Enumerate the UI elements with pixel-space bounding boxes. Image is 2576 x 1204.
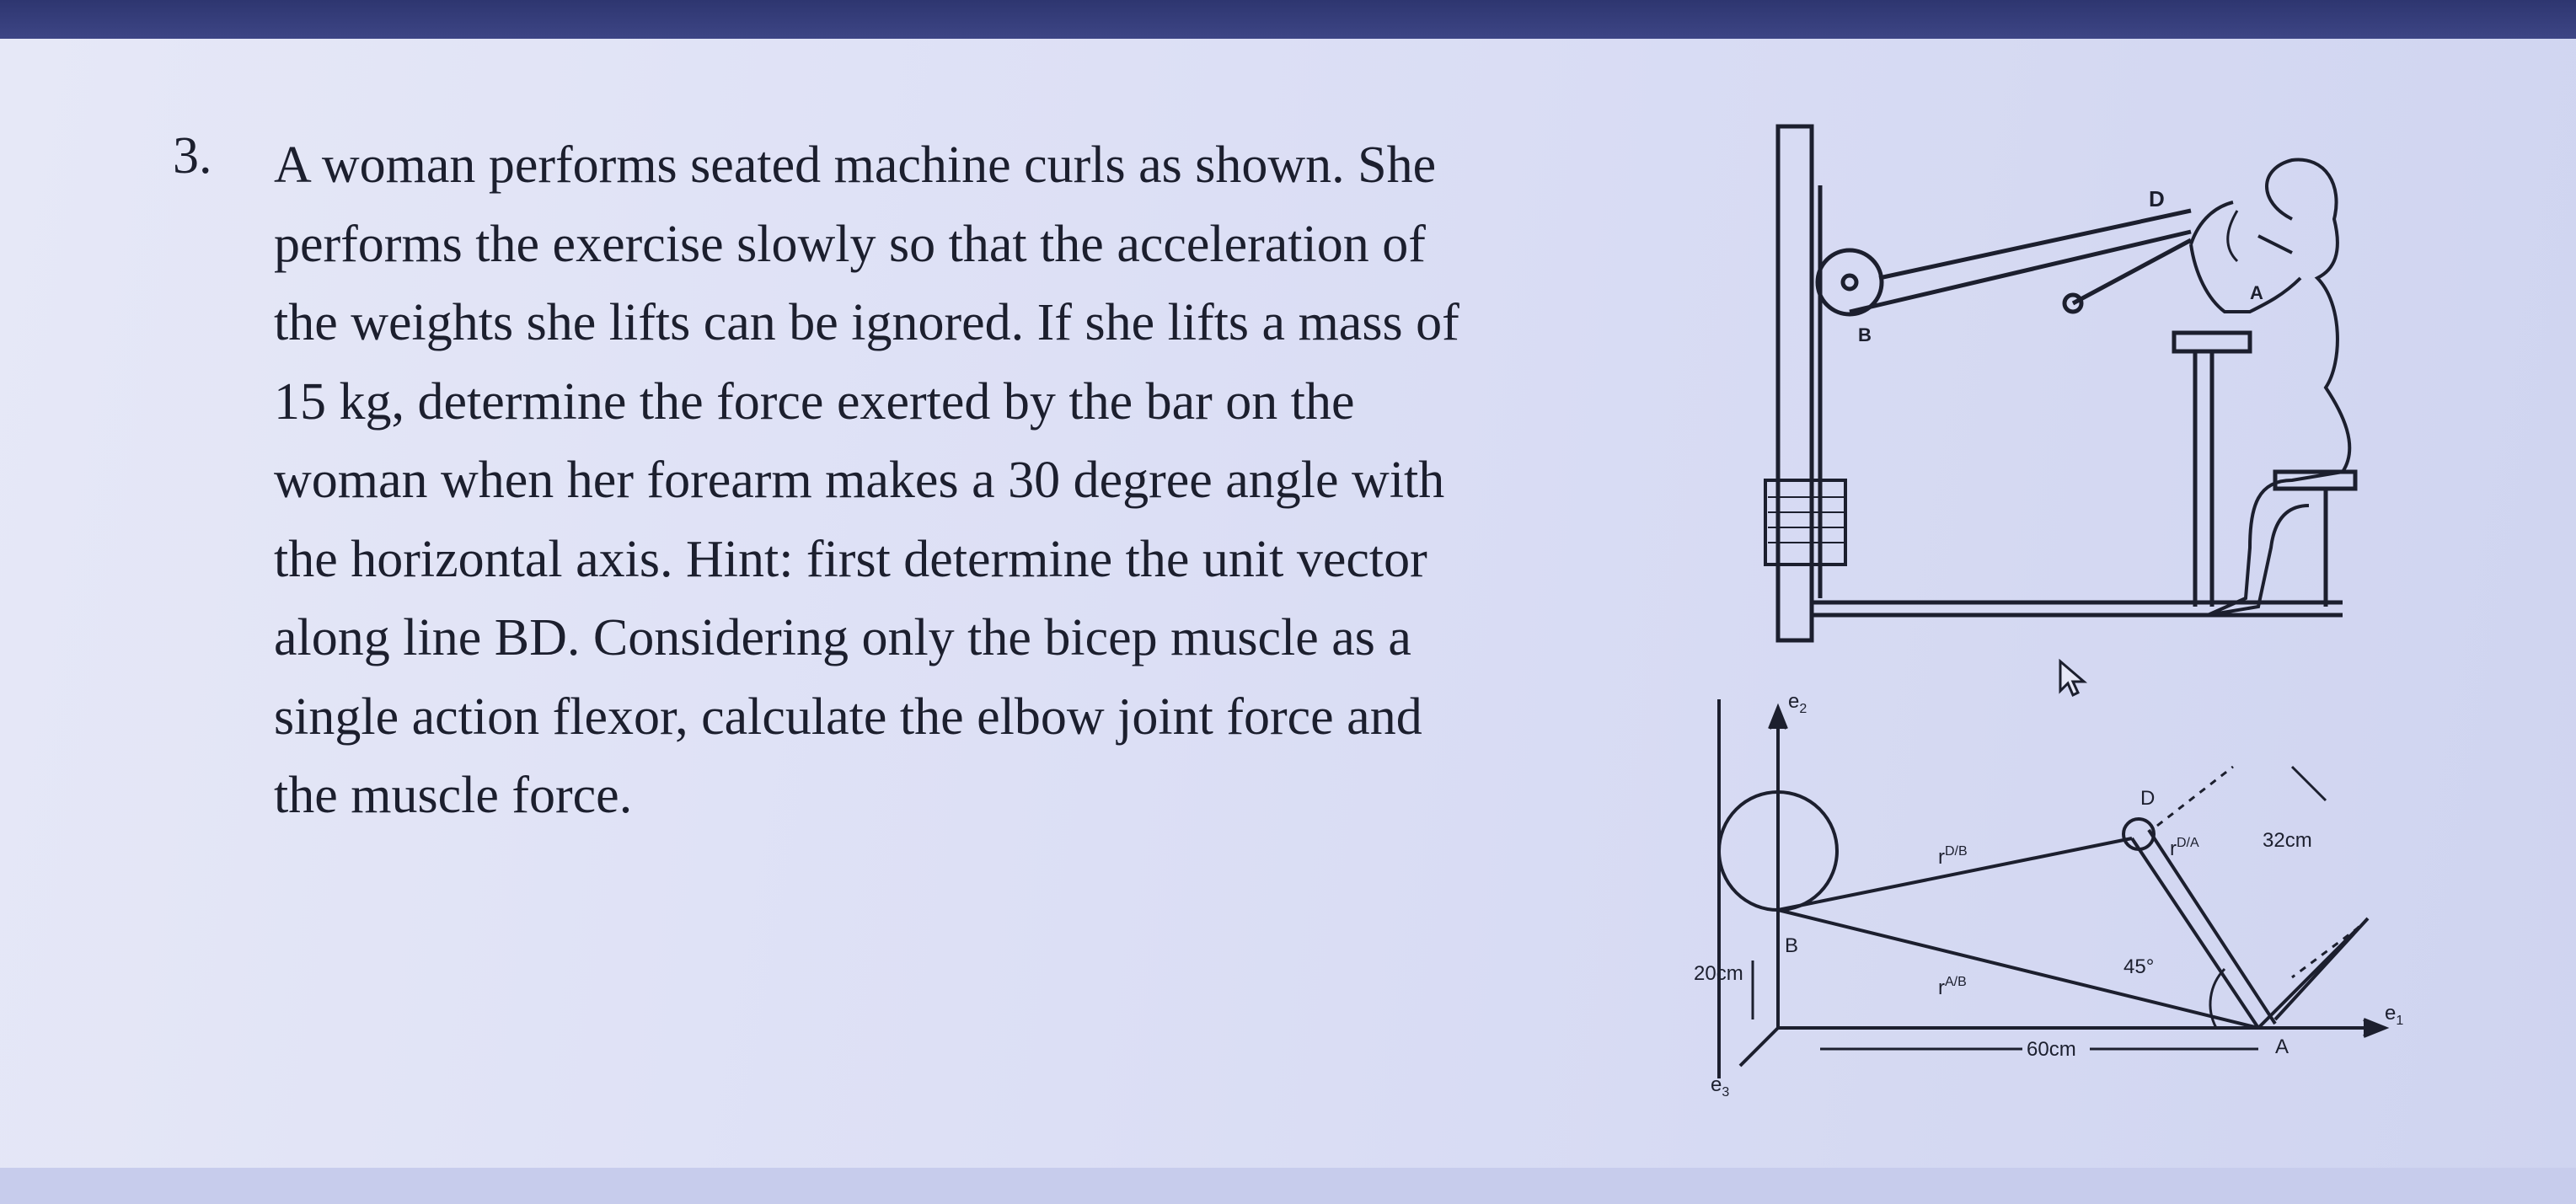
dim-32cm: 32cm — [2263, 829, 2312, 852]
point-d-circle — [2123, 819, 2154, 849]
label-point-d: D — [2140, 787, 2156, 810]
label-r-ab: $r^{A/B}$ — [1938, 975, 1967, 999]
label-e1: $e_1$ — [2385, 1002, 2404, 1028]
angle-45: 45° — [2123, 955, 2155, 978]
problem-number: 3. — [173, 127, 212, 185]
machine-label-a: A — [2250, 282, 2263, 303]
problem-line: along line BD. Considering only the bicep muscle as a — [274, 609, 1411, 666]
problem-line: woman when her forearm makes a 30 degree angle with — [274, 452, 1445, 509]
label-e2: $e_2$ — [1788, 690, 1807, 716]
problem-line: performs the exercise slowly so that the acceleration of — [274, 215, 1426, 273]
problem-line: the muscle force. — [274, 767, 633, 824]
label-r-da: $r^{D/A}$ — [2170, 836, 2199, 860]
label-r-db: $r^{D/B}$ — [1938, 844, 1968, 869]
top-dark-bar — [0, 0, 2576, 39]
problem-line: 15 kg, determine the force exerted by the bar on the — [274, 372, 1355, 431]
curl-machine-figure — [1753, 110, 2359, 657]
problem-line: A woman performs seated machine curls as shown. She — [274, 136, 1437, 194]
arm-pad — [2174, 333, 2250, 351]
lever-arm — [2073, 240, 2191, 303]
problem-statement — [274, 126, 1875, 836]
label-e3: $e_3$ — [1711, 1073, 1730, 1100]
label-point-a: A — [2275, 1035, 2289, 1058]
problem-line: the horizontal axis. Hint: first determine the unit vector — [274, 530, 1427, 588]
problem-line: single action flexor, calculate the elbow joint force and — [274, 688, 1422, 746]
dim-60cm: 60cm — [2027, 1038, 2076, 1061]
axis-e3 — [1740, 1028, 1778, 1066]
vector-diagram — [1685, 674, 2427, 1129]
machine-label-d: D — [2149, 186, 2165, 211]
bottom-strip — [0, 1168, 2576, 1204]
label-point-b: B — [1785, 934, 1799, 957]
machine-label-b: B — [1858, 324, 1872, 345]
problem-line: the weights she lifts can be ignored. If she lifts a mass of — [274, 294, 1459, 351]
line-ab — [1778, 910, 2258, 1028]
forearm — [2132, 838, 2258, 1028]
dim-20cm: 20cm — [1694, 962, 1743, 985]
